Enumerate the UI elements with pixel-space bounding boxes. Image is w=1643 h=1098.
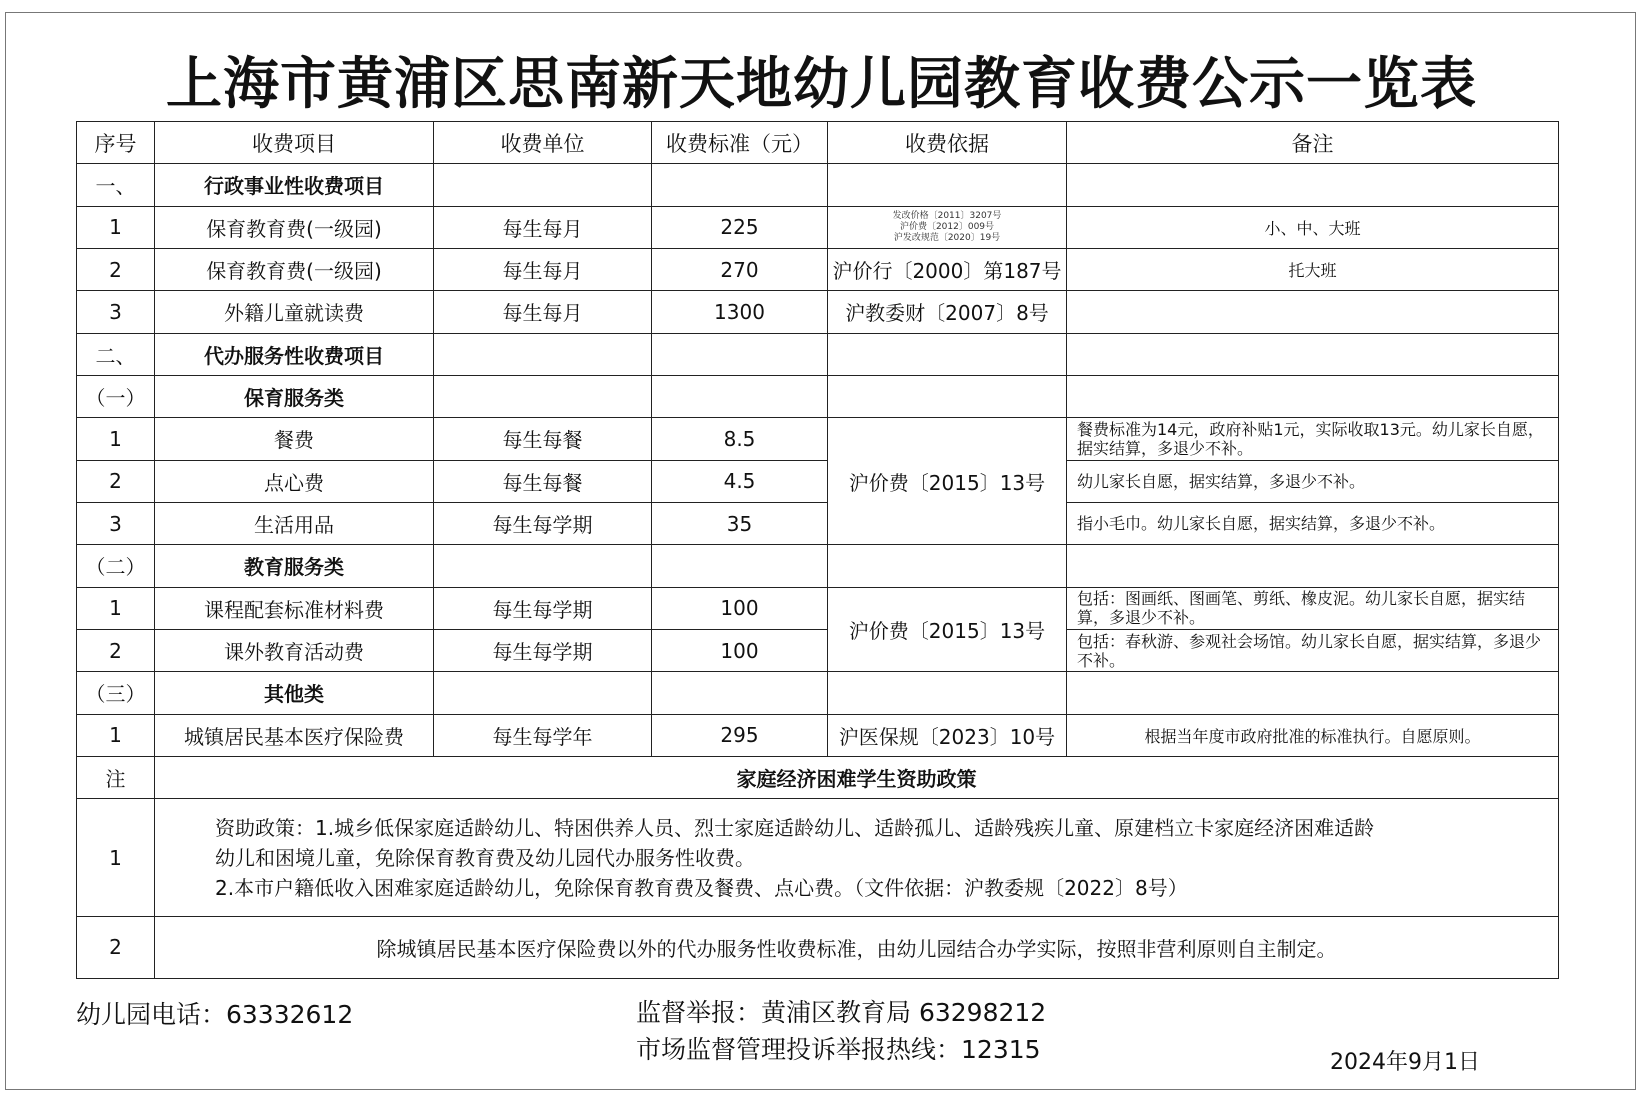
row-item: 生活用品 xyxy=(155,502,434,544)
row-note: 包括：春秋游、参观社会场馆。幼儿家长自愿，据实结算，多退少不补。 xyxy=(1067,629,1559,671)
publish-date: 2024年9月1日 xyxy=(1330,1050,1480,1075)
kindergarten-phone: 幼儿园电话：63332612 xyxy=(76,1000,354,1029)
subsection-no: （一） xyxy=(77,375,155,417)
row-basis-group: 沪价费〔2015〕13号 xyxy=(828,418,1067,545)
row-amount: 100 xyxy=(652,587,828,629)
subsection-row xyxy=(77,545,1559,587)
row-no: 1 xyxy=(77,714,155,756)
row-unit: 每生每学期 xyxy=(434,629,652,671)
note-text xyxy=(155,799,1559,917)
row-unit: 每生每月 xyxy=(434,291,652,333)
basis-line: 沪发改规范〔2020〕19号 xyxy=(893,232,1001,243)
section-name: 行政事业性收费项目 xyxy=(155,164,434,206)
table-row xyxy=(77,291,1559,333)
row-item: 餐费 xyxy=(155,418,434,460)
row-note: 托大班 xyxy=(1067,248,1559,290)
row-note: 幼儿家长自愿，据实结算，多退少不补。 xyxy=(1067,460,1559,502)
row-note: 指小毛巾。幼儿家长自愿，据实结算，多退少不补。 xyxy=(1067,502,1559,544)
row-note: 根据当年度市政府批准的标准执行。自愿原则。 xyxy=(1067,714,1559,756)
basis-line: 发改价格〔2011〕3207号 xyxy=(892,210,1002,221)
notes-header-row xyxy=(77,756,1559,798)
subsection-no: （二） xyxy=(77,545,155,587)
row-no: 3 xyxy=(77,502,155,544)
table-row xyxy=(77,587,1559,629)
row-item: 点心费 xyxy=(155,460,434,502)
basis-line: 沪价费〔2012〕009号 xyxy=(899,221,995,232)
subsection-name: 保育服务类 xyxy=(155,375,434,417)
row-basis: 沪价行〔2000〕第187号 xyxy=(828,248,1067,290)
row-amount: 270 xyxy=(652,248,828,290)
row-unit: 每生每月 xyxy=(434,248,652,290)
header-amount: 收费标准（元） xyxy=(652,122,828,164)
section-row xyxy=(77,333,1559,375)
row-basis-group: 沪价费〔2015〕13号 xyxy=(828,587,1067,672)
row-note: 包括：图画纸、图画笔、剪纸、橡皮泥。幼儿家长自愿，据实结算，多退少不补。 xyxy=(1067,587,1559,629)
row-amount: 1300 xyxy=(652,291,828,333)
table-header-row xyxy=(77,122,1559,164)
note-no: 1 xyxy=(77,799,155,917)
row-amount: 225 xyxy=(652,206,828,248)
note-text: 除城镇居民基本医疗保险费以外的代办服务性收费标准，由幼儿园结合办学实际，按照非营利原则自主制定。 xyxy=(155,916,1559,978)
row-item: 保育教育费(一级园) xyxy=(155,206,434,248)
note-line: 幼儿和困境儿童，免除保育教育费及幼儿园代办服务性收费。 xyxy=(215,845,755,870)
page-title: 上海市黄浦区思南新天地幼儿园教育收费公示一览表 xyxy=(166,52,1477,117)
section-name: 代办服务性收费项目 xyxy=(155,333,434,375)
row-item: 外籍儿童就读费 xyxy=(155,291,434,333)
row-basis: 沪医保规〔2023〕10号 xyxy=(828,714,1067,756)
row-item: 课外教育活动费 xyxy=(155,629,434,671)
row-amount: 35 xyxy=(652,502,828,544)
table-row xyxy=(77,206,1559,248)
row-basis: 沪教委财〔2007〕8号 xyxy=(828,291,1067,333)
row-unit: 每生每餐 xyxy=(434,460,652,502)
note-line: 2.本市户籍低收入困难家庭适龄幼儿，免除保育教育费及餐费、点心费。（文件依据：沪教委规〔2022〕8号） xyxy=(215,875,1188,900)
row-no: 1 xyxy=(77,206,155,248)
row-no: 1 xyxy=(77,587,155,629)
header-note: 备注 xyxy=(1067,122,1559,164)
row-basis xyxy=(828,206,1067,248)
header-basis: 收费依据 xyxy=(828,122,1067,164)
table-row xyxy=(77,248,1559,290)
subsection-row xyxy=(77,672,1559,714)
row-unit: 每生每餐 xyxy=(434,418,652,460)
notes-title: 家庭经济困难学生资助政策 xyxy=(155,756,1559,798)
subsection-name: 其他类 xyxy=(155,672,434,714)
subsection-name: 教育服务类 xyxy=(155,545,434,587)
note-row xyxy=(77,799,1559,917)
row-unit: 每生每学期 xyxy=(434,587,652,629)
row-item: 保育教育费(一级园) xyxy=(155,248,434,290)
row-no: 2 xyxy=(77,629,155,671)
note-no: 2 xyxy=(77,916,155,978)
subsection-no: （三） xyxy=(77,672,155,714)
table-row xyxy=(77,629,1559,671)
note-line: 资助政策：1.城乡低保家庭适龄幼儿、特困供养人员、烈士家庭适龄幼儿、适龄孤儿、适龄残疾儿童、原建档立卡家庭经济困难适龄 xyxy=(215,815,1375,840)
row-note: 小、中、大班 xyxy=(1067,206,1559,248)
row-no: 2 xyxy=(77,460,155,502)
row-unit: 每生每月 xyxy=(434,206,652,248)
table-row xyxy=(77,502,1559,544)
section-row xyxy=(77,164,1559,206)
row-note xyxy=(1067,291,1559,333)
notes-no: 注 xyxy=(77,756,155,798)
header-unit: 收费单位 xyxy=(434,122,652,164)
row-no: 2 xyxy=(77,248,155,290)
note-row xyxy=(77,916,1559,978)
row-amount: 4.5 xyxy=(652,460,828,502)
row-amount: 100 xyxy=(652,629,828,671)
row-unit: 每生每学年 xyxy=(434,714,652,756)
fee-table xyxy=(76,121,1559,979)
table-row xyxy=(77,460,1559,502)
header-item: 收费项目 xyxy=(155,122,434,164)
subsection-row xyxy=(77,375,1559,417)
row-no: 1 xyxy=(77,418,155,460)
row-amount: 8.5 xyxy=(652,418,828,460)
section-no: 二、 xyxy=(77,333,155,375)
row-item: 课程配套标准材料费 xyxy=(155,587,434,629)
supervision-report: 监督举报：黄浦区教育局 63298212 xyxy=(636,998,1047,1027)
row-item: 城镇居民基本医疗保险费 xyxy=(155,714,434,756)
row-unit: 每生每学期 xyxy=(434,502,652,544)
section-no: 一、 xyxy=(77,164,155,206)
row-no: 3 xyxy=(77,291,155,333)
row-note: 餐费标准为14元，政府补贴1元，实际收取13元。幼儿家长自愿，据实结算，多退少不补。 xyxy=(1067,418,1559,460)
row-amount: 295 xyxy=(652,714,828,756)
header-no: 序号 xyxy=(77,122,155,164)
table-row xyxy=(77,714,1559,756)
table-row xyxy=(77,418,1559,460)
complaint-hotline: 市场监督管理投诉举报热线：12315 xyxy=(636,1035,1041,1064)
